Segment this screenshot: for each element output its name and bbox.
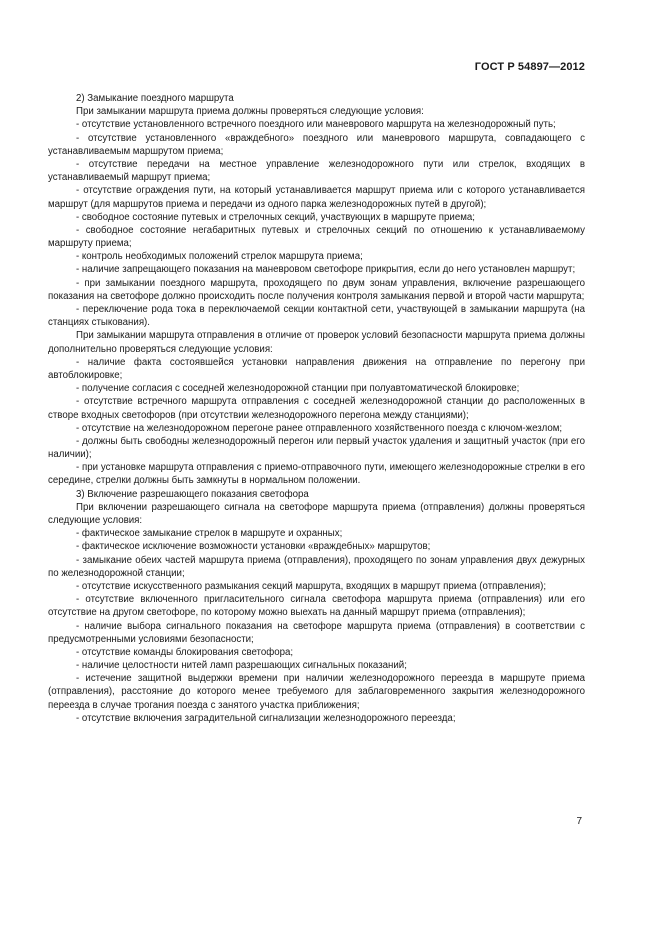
page-number: 7: [576, 816, 582, 827]
list-item: - при установке маршрута отправления с приемо-отправочного пути, имеющего железнодорожные стрелки в его середине, стрелки должны быть замкнуты в нормальном положении.: [48, 462, 585, 487]
list-item: - отсутствие ограждения пути, на который устанавливается маршрут приема или с которого устанавливается маршрут (для маршрутов приема и передачи из одного парка железнодорожных путей в другой);: [48, 185, 585, 210]
list-item: - должны быть свободны железнодорожный перегон или первый участок удаления и защитный участок (при его наличии);: [48, 435, 585, 461]
list-item: - переключение рода тока в переключаемой секции контактной сети, участвующей в замыкании маршрута (на станциях стыкования).: [48, 304, 585, 329]
list-item: - получение согласия с соседней железнодорожной станции при полуавтоматической блокировке;: [76, 383, 520, 395]
list-item: - отсутствие включения заградительной сигнализации железнодорожного переезда;: [76, 712, 456, 724]
list-item: - отсутствие передачи на местное управление железнодорожного пути или стрелок, входящих в устанавливаемый маршрут приема;: [48, 158, 585, 184]
list-item: - отсутствие команды блокирования светофора;: [76, 646, 294, 658]
list-item: - истечение защитной выдержки времени при наличии железнодорожного переезда в маршруте приема (отправления), расстояние до которого менее требуемого для заблаговременного закрытия железнодорожного переезда в случае трогания поезда с занятого участка приближения;: [48, 673, 585, 711]
document-body: [48, 92, 585, 725]
list-item: - замыкание обеих частей маршрута приема (отправления), проходящего по зонам управления двух дежурных по железнодорожной станции;: [48, 554, 585, 579]
list-item: - фактическое исключение возможности установки «враждебных» маршрутов;: [76, 541, 431, 553]
list-item: - отсутствие встречного маршрута отправления с соседней железнодорожной станции до расположенных в створе входных светофоров (при отсутствии железнодорожного перегона между станциями);: [48, 396, 585, 421]
list-item: - отсутствие установленного «враждебного» поездного или маневрового маршрута, совпадающего с устанавливаемым маршрутом приема;: [48, 132, 585, 157]
paragraph: При замыкании маршрута отправления в отличие от проверок условий безопасности маршрута приема должны дополнительно проверяться следующие условия:: [48, 330, 585, 355]
list-item: - отсутствие включенного пригласительного сигнала светофора маршрута приема (отправления) или его отсутствие на другом светофоре, по которому можно выехать на данный маршрут приема (отправления);: [48, 594, 585, 619]
standard-header: ГОСТ Р 54897—2012: [474, 61, 585, 73]
paragraph: При замыкании маршрута приема должны проверяться следующие условия:: [76, 106, 424, 118]
list-item: - свободное состояние негабаритных путевых и стрелочных секций по отношению к устанавливаемому маршруту приема;: [48, 224, 585, 250]
list-item: - наличие факта состоявшейся установки направления движения на отправление по перегону при автоблокировке;: [48, 356, 585, 381]
list-item: - наличие запрещающего показания на маневровом светофоре прикрытия, если до него установлен маршрут;: [76, 264, 576, 276]
section-heading-signal-enable: 3) Включение разрешающего показания светофора: [76, 488, 309, 500]
list-item: - отсутствие на железнодорожном перегоне ранее отправленного хозяйственного поезда с ключом-жезлом;: [76, 422, 563, 434]
list-item: - отсутствие искусственного размыкания секций маршрута, входящих в маршрут приема (отправления);: [76, 580, 547, 592]
paragraph: При включении разрешающего сигнала на светофоре маршрута приема (отправления) должны проверяться следующие условия:: [48, 501, 585, 526]
list-item: - фактическое замыкание стрелок в маршруте и охранных;: [76, 528, 343, 540]
list-item: - отсутствие установленного встречного поездного или маневрового маршрута на железнодорожный путь;: [76, 119, 556, 131]
list-item: - наличие выбора сигнального показания на светофоре маршрута приема (отправления) в соответствии с предусмотренными условиями безопасности;: [48, 620, 585, 645]
list-item: - наличие целостности нитей ламп разрешающих сигнальных показаний;: [76, 660, 407, 672]
section-heading-route-locking: 2) Замыкание поездного маршрута: [76, 93, 234, 104]
list-item: - свободное состояние путевых и стрелочных секций, участвующих в маршруте приема;: [76, 211, 475, 223]
list-item: - при замыкании поездного маршрута, проходящего по двум зонам управления, включение разрешающего показания на светофоре должно происходить после получения контроля замыкания первой и второй части маршрута;: [48, 277, 585, 302]
list-item: - контроль необходимых положений стрелок маршрута приема;: [76, 251, 363, 263]
